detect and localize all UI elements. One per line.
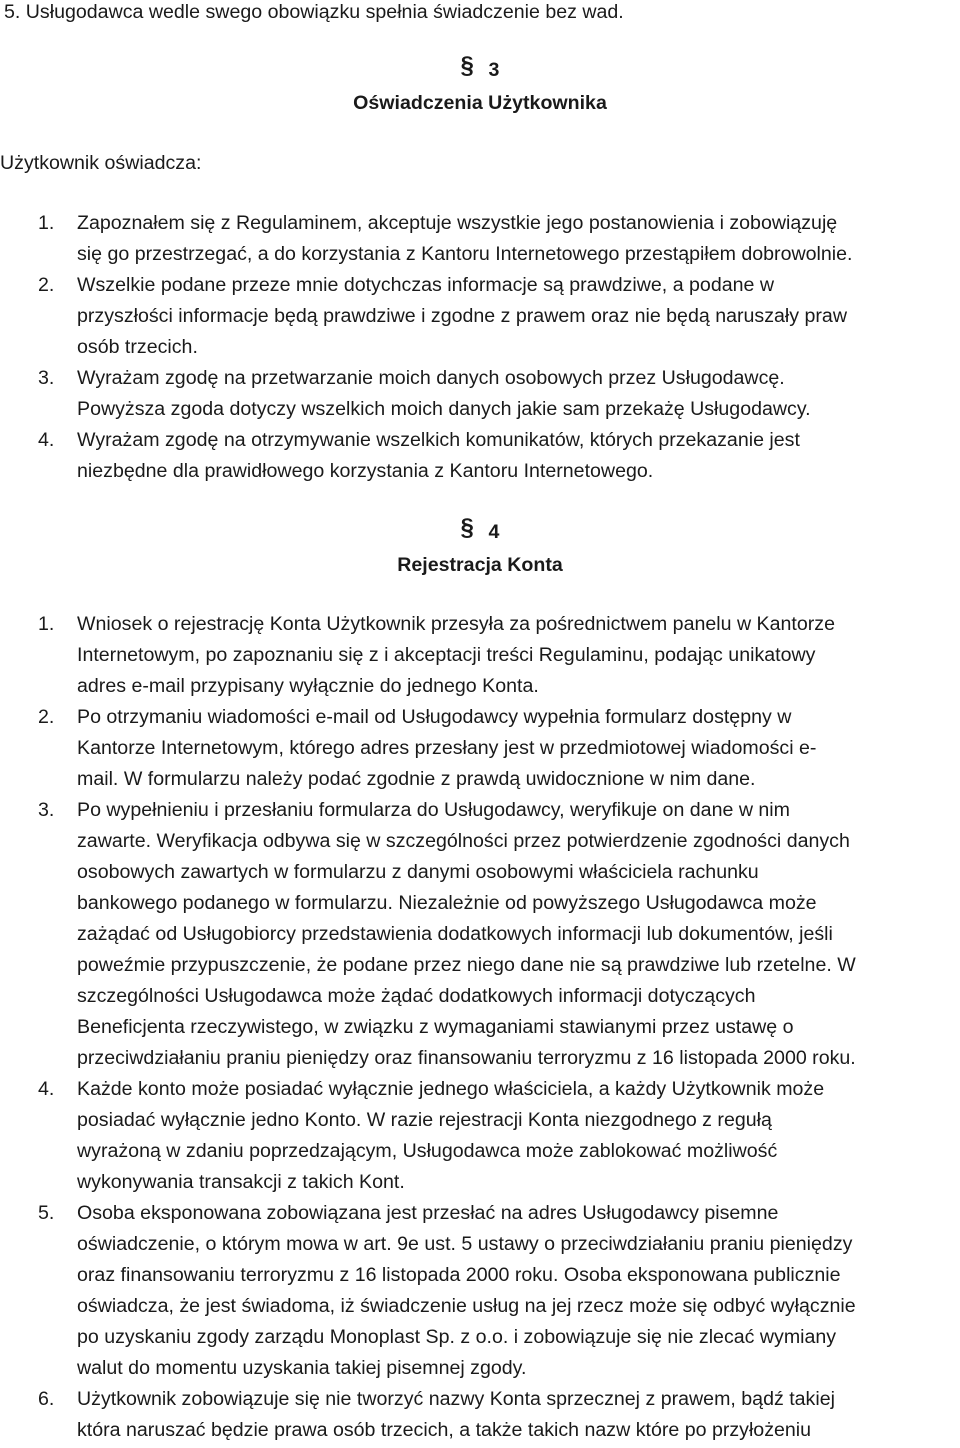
section-3-intro: Użytkownik oświadcza: <box>0 152 202 174</box>
text-line: Wyrażam zgodę na otrzymywanie wszelkich komunikatów, których przekazanie jest <box>77 429 800 451</box>
text-line: wykonywania transakcji z takich Kont. <box>77 1171 405 1193</box>
list-item <box>0 1198 960 1384</box>
text-line: Internetowym, po zapoznaniu się z i akceptacji treści Regulaminu, podając unikatowy <box>77 644 816 666</box>
list-item-text <box>77 702 956 795</box>
text-line: wyrażoną w zdaniu poprzedzającym, Usługodawca może zablokować możliwość <box>77 1140 778 1162</box>
text-line: przyszłości informacje będą prawdziwe i zgodne z prawem oraz nie będą naruszały praw <box>77 305 847 327</box>
text-line: osób trzecich. <box>77 336 198 358</box>
text-line: Użytkownik zobowiązuje się nie tworzyć nazwy Konta sprzecznej z prawem, bądź takiej <box>77 1388 835 1410</box>
text-line: Powyższa zgoda dotyczy wszelkich moich danych jakie sam przekażę Usługodawcy. <box>77 398 811 420</box>
section-3-number: 3 <box>488 59 500 81</box>
list-item <box>0 208 960 270</box>
list-item-number: 1. <box>38 613 55 635</box>
list-item-text <box>77 609 956 702</box>
text-line: niezbędne dla prawidłowego korzystania z Kantoru Internetowego. <box>77 460 654 482</box>
text-line: osobowych zawartych w formularzu z danymi osobowymi właściciela rachunku <box>77 861 759 883</box>
text-line: Wyrażam zgodę na przetwarzanie moich danych osobowych przez Usługodawcę. <box>77 367 785 389</box>
list-item-number: 3. <box>38 367 55 389</box>
text-line: Beneficjenta rzeczywistego, w związku z wymaganiami stawianymi przez ustawę o <box>77 1016 794 1038</box>
text-line: po uzyskaniu zgody zarządu Monoplast Sp. z o.o. i zobowiązuje się nie zlecać wymiany <box>77 1326 837 1348</box>
text-line: Wszelkie podane przeze mnie dotychczas informacje są prawdziwe, a podane w <box>77 274 775 296</box>
text-line: posiadać wyłącznie jedno Konto. W razie rejestracji Konta niezgodnego z regułą <box>77 1109 772 1131</box>
section-4-number-line <box>0 516 960 549</box>
text-line: szczególności Usługodawca może żądać dodatkowych informacji dotyczących <box>77 985 756 1007</box>
text-line: mail. W formularzu należy podać zgodnie z prawdą uwidocznione w nim dane. <box>77 768 756 790</box>
text-line: przeciwdziałaniu praniu pieniędzy oraz finansowaniu terroryzmu z 16 listopada 2000 roku. <box>77 1047 856 1069</box>
text-line: oświadczenie, o którym mowa w art. 9e ust. 5 ustawy o przeciwdziałaniu praniu pieniędzy <box>77 1233 853 1255</box>
section-3-list <box>0 208 960 487</box>
list-item-text <box>77 1384 956 1446</box>
list-item-text <box>77 425 956 487</box>
section-4-number: 4 <box>488 521 500 543</box>
text-line: zażądać od Usługobiorcy przedstawienia dodatkowych informacji lub dokumentów, jeśli <box>77 923 833 945</box>
list-item <box>0 1384 960 1446</box>
text-line: Zapoznałem się z Regulaminem, akceptuje wszystkie jego postanowienia i zobowiązuję <box>77 212 838 234</box>
section-symbol-icon: § <box>460 514 474 541</box>
text-line: poweźmie przypuszczenie, że podane przez niego dane nie są prawdziwe lub rzetelne. W <box>77 954 856 976</box>
section-3-heading <box>0 54 960 120</box>
text-line: zawarte. Weryfikacja odbywa się w szczególności przez potwierdzenie zgodności danych <box>77 830 850 852</box>
list-item-number: 2. <box>38 274 55 296</box>
list-item <box>0 795 960 1074</box>
text-line: Wniosek o rejestrację Konta Użytkownik przesyła za pośrednictwem panelu w Kantorze <box>77 613 835 635</box>
section-4-list <box>0 609 960 1446</box>
list-item <box>0 702 960 795</box>
list-item-number: 5. <box>38 1202 55 1224</box>
section-4-title: Rejestracja Konta <box>397 554 563 576</box>
section-3-number-line <box>0 54 960 87</box>
list-item-text <box>77 795 956 1074</box>
list-item <box>0 1074 960 1198</box>
list-item-number: 1. <box>38 212 55 234</box>
text-line: Kantorze Internetowym, którego adres przesłany jest w przedmiotowej wiadomości e- <box>77 737 817 759</box>
text-line: Po wypełnieniu i przesłaniu formularza do Usługodawcy, weryfikuje on dane w nim <box>77 799 790 821</box>
list-item-text <box>77 1198 956 1384</box>
list-item-text <box>77 1074 956 1198</box>
list-item-number: 3. <box>38 799 55 821</box>
previous-paragraph-item-5: 5. Usługodawca wedle swego obowiązku spełnia świadczenie bez wad. <box>4 1 624 23</box>
section-symbol-icon: § <box>460 52 474 79</box>
list-item-text <box>77 270 956 363</box>
section-4-heading <box>0 516 960 582</box>
list-item-number: 2. <box>38 706 55 728</box>
text-line: Po otrzymaniu wiadomości e-mail od Usługodawcy wypełnia formularz dostępny w <box>77 706 792 728</box>
text-line: się go przestrzegać, a do korzystania z Kantoru Internetowego przestąpiłem dobrowolnie. <box>77 243 853 265</box>
text-line: oświadcza, że jest świadoma, iż świadczenie usług na jej rzecz może się odbyć wyłącznie <box>77 1295 856 1317</box>
text-line: oraz finansowaniu terroryzmu z 16 listopada 2000 roku. Osoba eksponowana publicznie <box>77 1264 841 1286</box>
text-line: adres e-mail przypisany wyłącznie do jednego Konta. <box>77 675 539 697</box>
text-line: bankowego podanego w formularzu. Niezależnie od powyższego Usługodawca może <box>77 892 817 914</box>
list-item <box>0 363 960 425</box>
list-item-number: 4. <box>38 1078 55 1100</box>
text-line: walut do momentu uzyskania takiej pisemnej zgody. <box>77 1357 527 1379</box>
section-3-title: Oświadczenia Użytkownika <box>353 92 607 114</box>
text-line: która naruszać będzie prawa osób trzecich, a także takich nazw które po przyłożeniu <box>77 1419 812 1441</box>
list-item <box>0 425 960 487</box>
list-item-number: 6. <box>38 1388 55 1410</box>
list-item <box>0 609 960 702</box>
list-item <box>0 270 960 363</box>
text-line: Każde konto może posiadać wyłącznie jednego właściciela, a każdy Użytkownik może <box>77 1078 825 1100</box>
list-item-number: 4. <box>38 429 55 451</box>
list-item-text <box>77 208 956 270</box>
list-item-text <box>77 363 956 425</box>
text-line: Osoba eksponowana zobowiązana jest przesłać na adres Usługodawcy pisemne <box>77 1202 779 1224</box>
